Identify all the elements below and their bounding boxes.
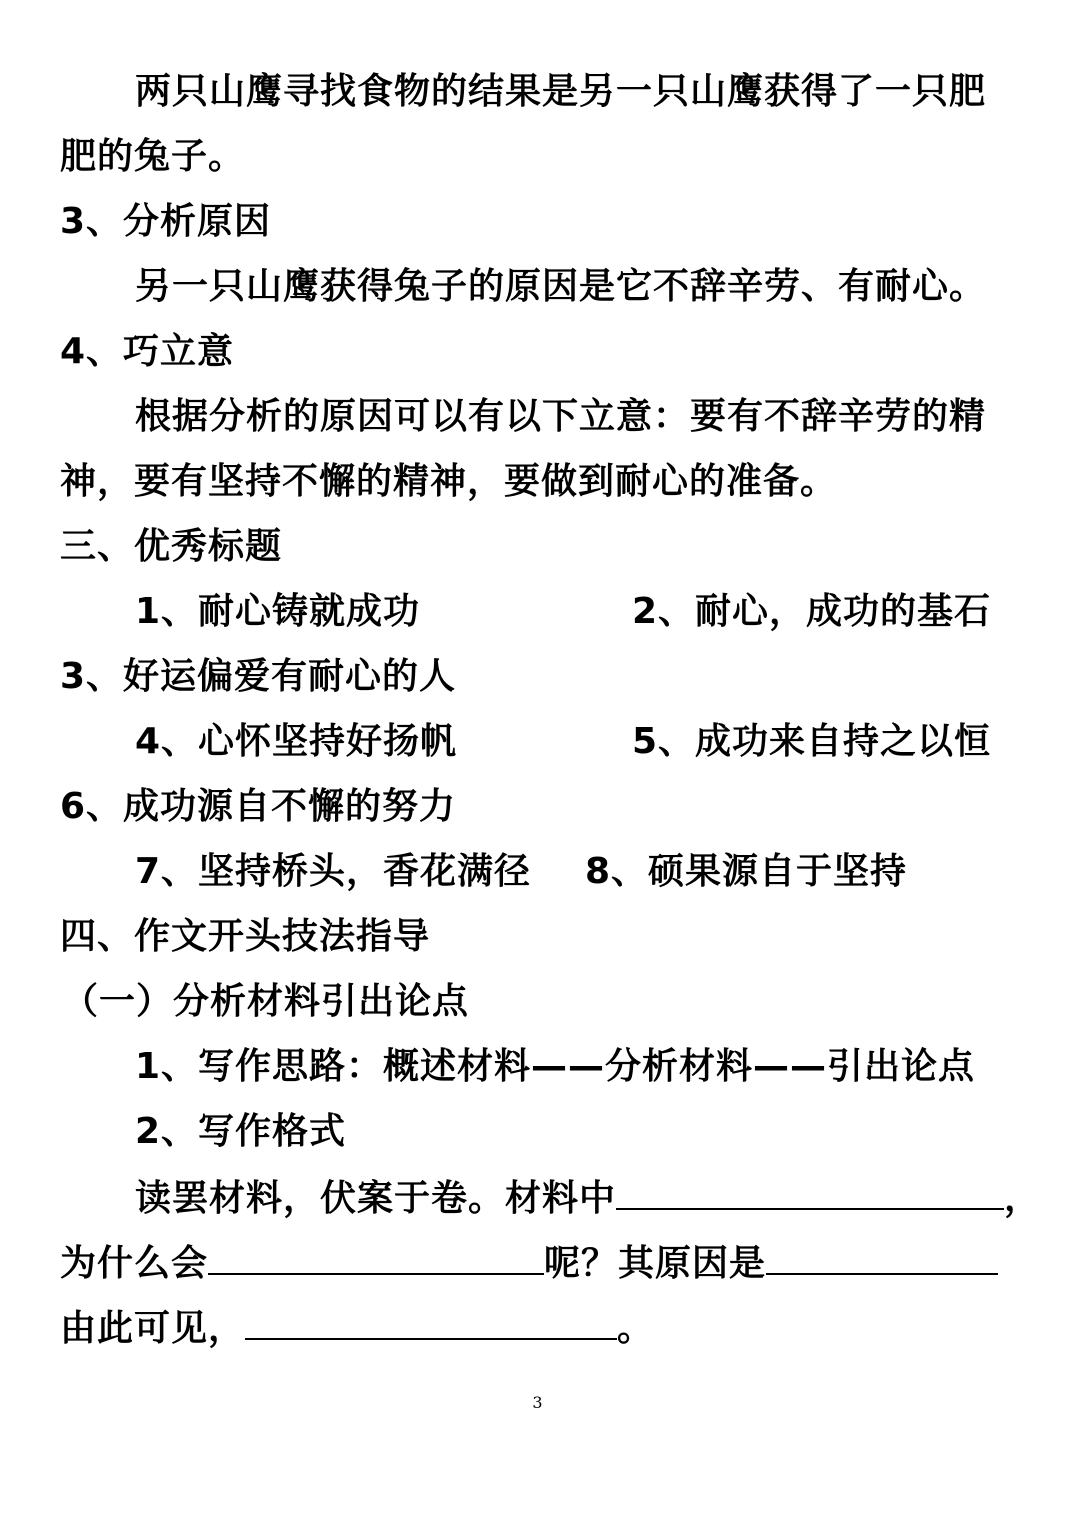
paragraph-line: 1、写作思路：概述材料——分析材料——引出论点: [135, 1046, 976, 1087]
template-line: [135, 1172, 1041, 1224]
title-item: 3、好运偏爱有耐心的人: [60, 656, 457, 697]
title-item: 6、成功源自不懈的努力: [60, 786, 457, 827]
fill-blank: [245, 1302, 617, 1340]
fill-blank: [208, 1237, 544, 1275]
fill-blank: [616, 1172, 1004, 1210]
page-number: 3: [532, 1393, 543, 1412]
fill-blank: [766, 1237, 998, 1275]
paragraph-line: 神，要有坚持不懈的精神，要做到耐心的准备。: [60, 461, 838, 502]
title-item: 7、坚持桥头，香花满径: [135, 851, 532, 892]
paragraph-line: 另一只山鹰获得兔子的原因是它不辞辛劳、有耐心。: [135, 266, 987, 307]
paragraph-line: 根据分析的原因可以有以下立意：要有不辞辛劳的精: [135, 396, 987, 437]
paragraph-line: 两只山鹰寻找食物的结果是另一只山鹰获得了一只肥: [135, 71, 987, 112]
subsection-heading: （一）分析材料引出论点: [62, 981, 470, 1022]
template-text: 呢？其原因是: [544, 1243, 767, 1284]
title-item: 1、耐心铸就成功: [135, 591, 421, 632]
section-heading: 四、作文开头技法指导: [60, 916, 431, 957]
paragraph-line: 2、写作格式: [135, 1111, 347, 1152]
template-text: ，: [1004, 1178, 1042, 1219]
template-text: 为什么会: [60, 1243, 209, 1284]
template-text: 。: [617, 1308, 655, 1349]
template-line: [60, 1237, 998, 1289]
section-heading: 三、优秀标题: [60, 526, 283, 567]
section-heading: 4、巧立意: [60, 331, 235, 372]
template-text: 由此可见，: [60, 1308, 246, 1349]
title-item: 2、耐心，成功的基石: [632, 591, 992, 632]
paragraph-line: 肥的兔子。: [60, 136, 246, 177]
template-line: [60, 1302, 654, 1354]
template-text: 读罢材料，伏案于卷。材料中: [135, 1178, 617, 1219]
title-item: 8、硕果源自于坚持: [585, 851, 908, 892]
section-heading: 3、分析原因: [60, 201, 272, 242]
title-item: 5、成功来自持之以恒: [632, 721, 992, 762]
title-item: 4、心怀坚持好扬帆: [135, 721, 458, 762]
